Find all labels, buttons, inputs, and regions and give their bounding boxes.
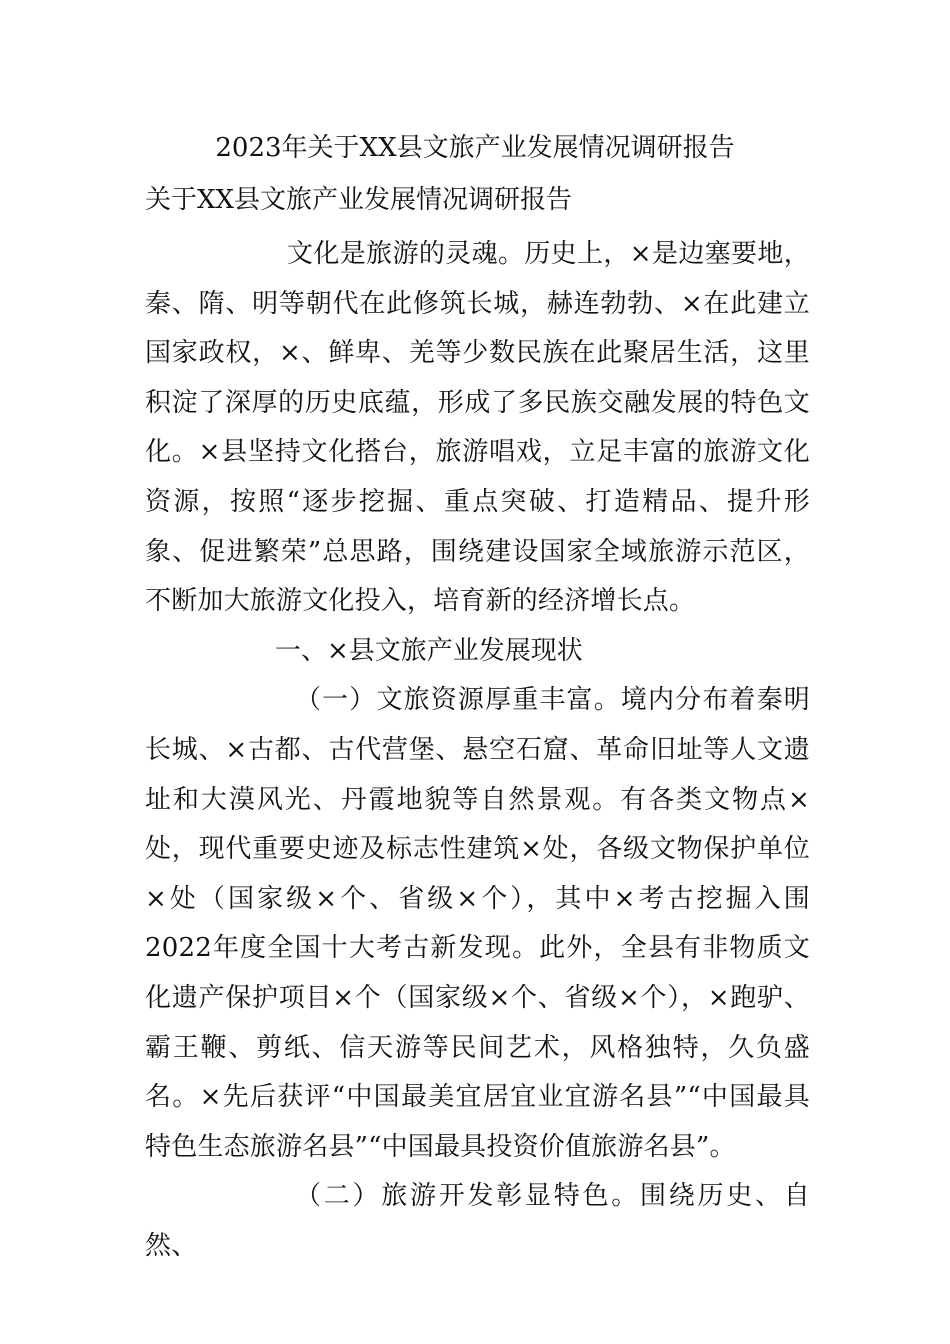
section-heading: 一、×县文旅产业发展现状: [275, 635, 583, 666]
document-body: [145, 230, 810, 1271]
subsection-two-paragraph: （二）旅游开发彰显特色。围绕历史、自然、: [145, 1181, 810, 1261]
subsection-one-paragraph: （一）文旅资源厚重丰富。境内分布着秦明长城、×古都、古代营堡、悬空石窟、革命旧址等人文遗址和大漠风光、丹霞地貌等自然景观。有各类文物点×处，现代重要史迹及标志性建筑×处，各级文物保护单位×处（国家级×个、省级×个），其中×考古挖掘入围2022年度全国十大考古新发现。此外，全县有非物质文化遗产保护项目×个（国家级×个、省级×个），×跑驴、霸王鞭、剪纸、信天游等民间艺术，风格独特，久负盛名。×先后获评“中国最美宜居宜业宜游名县”“中国最具特色生态旅游名县”“中国最具投资价值旅游名县”。: [145, 685, 810, 1162]
intro-paragraph: 文化是旅游的灵魂。历史上，×是边塞要地，秦、隋、明等朝代在此修筑长城，赫连勃勃、×在此建立国家政权，×、鲜卑、羌等少数民族在此聚居生活，这里积淀了深厚的历史底蕴，形成了多民族交融发展的特色文化。×县坚持文化搭台，旅游唱戏，立足丰富的旅游文化资源，按照“逐步挖掘、重点突破、打造精品、提升形象、促进繁荣”总思路，围绕建设国家全域旅游示范区，不断加大旅游文化投入，培育新的经济增长点。: [145, 239, 810, 617]
document-subtitle: 关于XX县文旅产业发展情况调研报告: [145, 185, 573, 215]
document-title: 2023年关于XX县文旅产业发展情况调研报告: [215, 133, 735, 163]
